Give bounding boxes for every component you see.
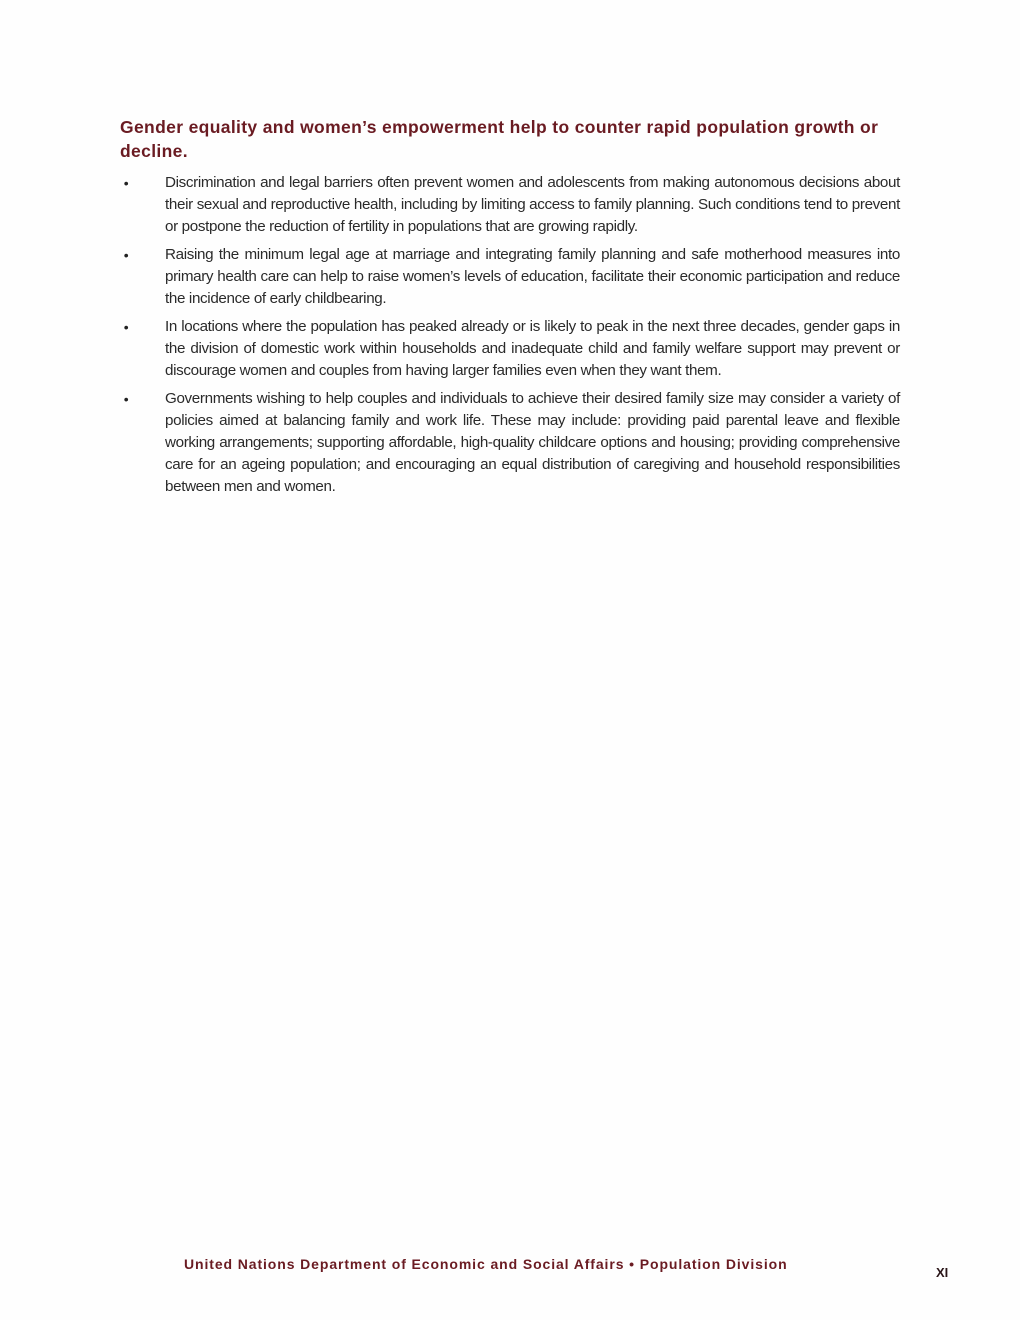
- bullet-text: In locations where the population has peaked already or is likely to peak in the next three decades, gender gaps in the division of domestic work within households and inadequate child and family welfare support may prevent or discourage women and couples from having larger families even when they want them.: [165, 318, 900, 379]
- bullet-icon: •: [123, 247, 129, 263]
- bullet-icon: •: [123, 391, 129, 407]
- page-footer: United Nations Department of Economic and Social Affairs • Population Division: [184, 1256, 788, 1272]
- bullet-item: [120, 244, 900, 310]
- bullet-item: [120, 316, 900, 382]
- bullet-text: Raising the minimum legal age at marriage and integrating family planning and safe motherhood measures into primary health care can help to raise women’s levels of education, facilitate their economic participation and reduce the incidence of early childbearing.: [165, 246, 900, 307]
- bullet-text: Discrimination and legal barriers often prevent women and adolescents from making autonomous decisions about their sexual and reproductive health, including by limiting access to family planning. Such conditions tend to prevent or postpone the reduction of fertility in populations that are growing rapidly.: [165, 174, 900, 235]
- bullet-icon: •: [123, 319, 129, 335]
- bullet-list: [120, 172, 900, 504]
- bullet-item: [120, 172, 900, 238]
- page-number: XI: [936, 1265, 949, 1280]
- bullet-text: Governments wishing to help couples and individuals to achieve their desired family size may consider a variety of policies aimed at balancing family and work life. These may include: providing paid parental leave and flexible working arrangements; supporting affordable, high-quality childcare options and housing; providing comprehensive care for an ageing population; and encouraging an equal distribution of caregiving and household responsibilities between men and women.: [165, 390, 900, 495]
- bullet-icon: •: [123, 175, 129, 191]
- section-heading: Gender equality and women’s empowerment help to counter rapid population growth or decline.: [120, 117, 879, 161]
- bullet-item: [120, 388, 900, 498]
